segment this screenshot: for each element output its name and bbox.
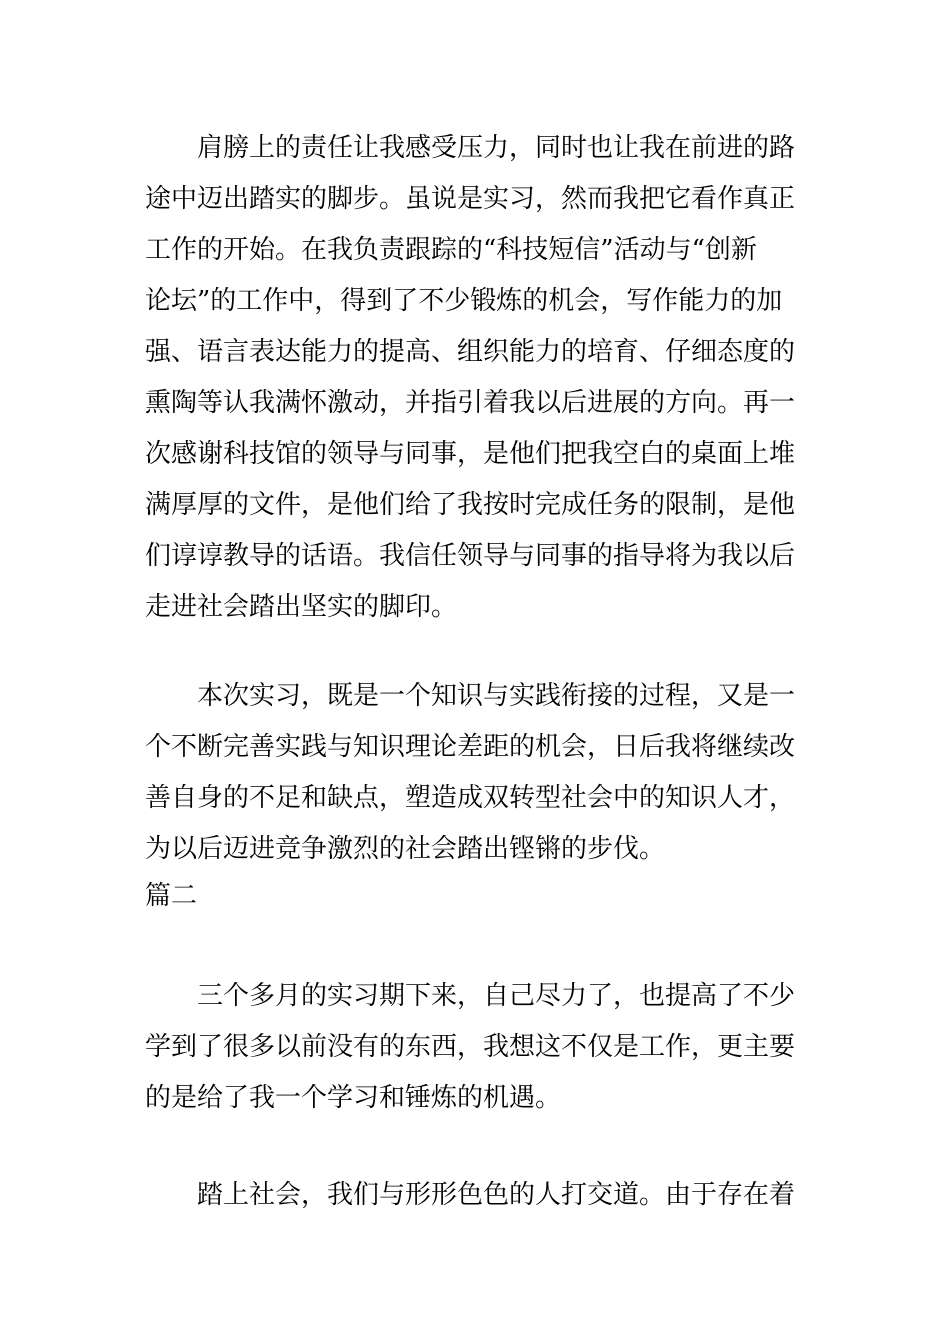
- paragraph-line: 的是给了我一个学习和锤炼的机遇。: [145, 1083, 562, 1113]
- paragraph-line: 个不断完善实践与知识理论差距的机会，日后我将继续改: [145, 732, 796, 762]
- paragraph-line: 本次实习，既是一个知识与实践衔接的过程，又是一: [197, 681, 796, 711]
- paragraph-line: 熏陶等认我满怀激动，并指引着我以后进展的方向。再一: [145, 388, 796, 418]
- paragraph-line: 们谆谆教导的话语。我信任领导与同事的指导将为我以后: [145, 541, 796, 571]
- paragraph-line: 肩膀上的责任让我感受压力，同时也让我在前进的路: [197, 133, 796, 163]
- paragraph-line: 途中迈出踏实的脚步。虽说是实习，然而我把它看作真正: [145, 184, 796, 214]
- paragraph-line: 学到了很多以前没有的东西，我想这不仅是工作，更主要: [145, 1032, 796, 1062]
- paragraph-line: 三个多月的实习期下来，自己尽力了，也提高了不少: [197, 981, 796, 1011]
- section-heading-text: 篇二: [145, 881, 198, 911]
- paragraph-line: 满厚厚的文件，是他们给了我按时完成任务的限制，是他: [145, 490, 796, 520]
- paragraph-line: 善自身的不足和缺点，塑造成双转型社会中的知识人才，: [145, 783, 796, 813]
- paragraph-line: 工作的开始。在我负责跟踪的“科技短信”活动与“创新: [145, 235, 757, 265]
- paragraph-line: 踏上社会，我们与形形色色的人打交道。由于存在着: [197, 1180, 796, 1210]
- paragraph-line: 强、语言表达能力的提高、组织能力的培育、仔细态度的: [145, 337, 796, 367]
- paragraph-line: 为以后迈进竞争激烈的社会踏出铿锵的步伐。: [145, 834, 666, 864]
- paragraph-line: 论坛”的工作中，得到了不少锻炼的机会，写作能力的加: [145, 286, 783, 316]
- paragraph-line: 次感谢科技馆的领导与同事，是他们把我空白的桌面上堆: [145, 439, 796, 469]
- paragraph-line: 走进社会踏出坚实的脚印。: [145, 592, 458, 622]
